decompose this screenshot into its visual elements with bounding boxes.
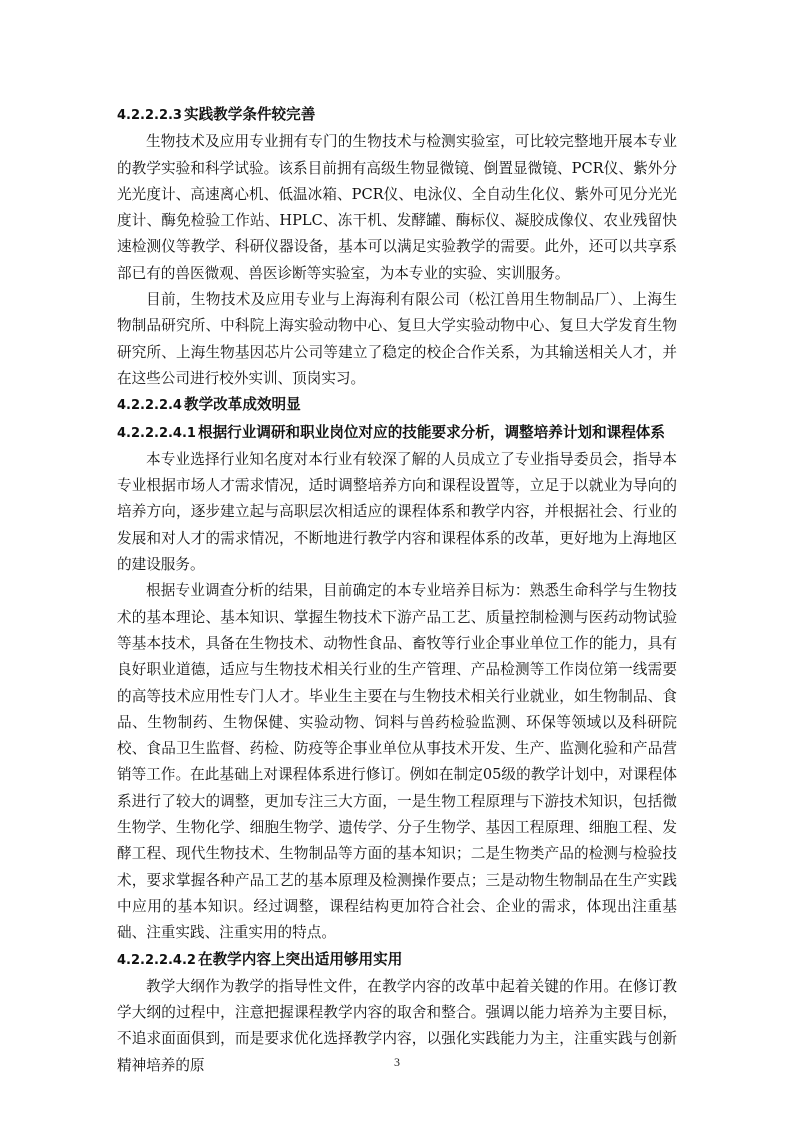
paragraph: 目前，生物技术及应用专业与上海海利有限公司（松江兽用生物制品厂）、上海生物制品研究所、中科院上海实验动物中心、复旦大学实验动物中心、复旦大学发育生物研究所、上海生物基因芯片公司等建立了稳定的校企合作关系，为其输送相关人才，并在这些公司进行校外实训、顶岗实习。 — [117, 291, 677, 387]
heading-number: 4.2.2.2.4.2 — [117, 952, 196, 968]
heading-number: 4.2.2.2.3 — [117, 108, 182, 123]
heading-title: 根据行业调研和职业岗位对应的技能要求分析，调整培养计划和课程体系 — [197, 423, 665, 441]
heading-number: 4.2.2.2.4.1 — [117, 425, 196, 441]
heading-4-2-2-2-3 — [117, 102, 677, 129]
heading-4-2-2-2-4 — [117, 392, 677, 419]
heading-number: 4.2.2.2.4 — [117, 398, 182, 414]
heading-title: 在教学内容上突出适用够用实用 — [197, 950, 403, 968]
heading-4-2-2-2-4-2 — [117, 947, 677, 974]
paragraph: 本专业选择行业知名度对本行业有较深了解的人员成立了专业指导委员会，指导本专业根据市场人才需求情况，适时调整培养方向和课程设置等，立足于以就业为导向的培养方向，逐步建立起与高职层次相适应的课程体系和教学内容，并根据社会、行业的发展和对人才的需求情况，不断地进行教学内容和课程体系的改革，更好地为上海地区的建设服务。 — [117, 450, 677, 574]
page-number: 3 — [394, 1055, 400, 1069]
paragraph: 根据专业调查分析的结果，目前确定的本专业培养目标为：熟悉生命科学与生物技术的基本理论、基本知识、掌握生物技术下游产品工艺、质量控制检测与医药动物试验等基本技术，具备在生物技术、动物性食品、畜牧等行业企事业单位工作的能力，具有良好职业道德，适应与生物技术相关行业的生产管理、产品检测等工作岗位第一线需要的高等技术应用性专门人才。毕业生主要在与生物技术相关行业就业，如生物制品、食品、生物制药、生物保健、实验动物、饲料与兽药检验监测、环保等领域以及科研院校、食品卫生监督、药检、防疫等企事业单位从事技术开发、生产、监测化验和产品营销等工作。在此基础上对课程体系进行修订。例如在制定05级的教学计划中，对课程体系进行了较大的调整，更加专注三大方面，一是生物工程原理与下游技术知识，包括微生物学、生物化学、细胞生物学、遗传学、分子生物学、基因工程原理、细胞工程、发酵工程、现代生物技术、生物制品等方面的基本知识；二是生物类产品的检测与检验技术，要求掌握各种产品工艺的基本原理及检测操作要点；三是动物生物制品在生产实践中应用的基本知识。经过调整，课程结构更加符合社会、企业的需求，体现出注重基础、注重实践、注重实用的特点。 — [117, 582, 677, 942]
page-content — [117, 102, 677, 1079]
heading-title: 教学改革成效明显 — [183, 396, 301, 414]
heading-title: 实践教学条件较完善 — [183, 106, 316, 123]
paragraph: 生物技术及应用专业拥有专门的生物技术与检测实验室，可比较完整地开展本专业的教学实验和科学试验。该系目前拥有高级生物显微镜、倒置显微镜、PCR仪、紫外分光光度计、高速离心机、低温冰箱、PCR仪、电泳仪、全自动生化仪、紫外可见分光光度计、酶免检验工作站、HPLC、冻干机、发酵罐、酶标仪、凝胶成像仪、农业残留快速检测仪等教学、科研仪器设备，基本可以满足实验教学的需要。此外，还可以共享系部已有的兽医微观、兽医诊断等实验室，为本专业的实验、实训服务。 — [117, 133, 677, 282]
paragraph: 教学大纲作为教学的指导性文件，在教学内容的改革中起着关键的作用。在修订教学大纲的过程中，注意把握课程教学内容的取舍和整合。强调以能力培养为主要目标，不追求面面俱到，而是要求优化选择教学内容，以强化实践能力为主，注重实践与创新精神培养的原 — [117, 977, 677, 1074]
heading-4-2-2-2-4-1 — [117, 420, 677, 447]
